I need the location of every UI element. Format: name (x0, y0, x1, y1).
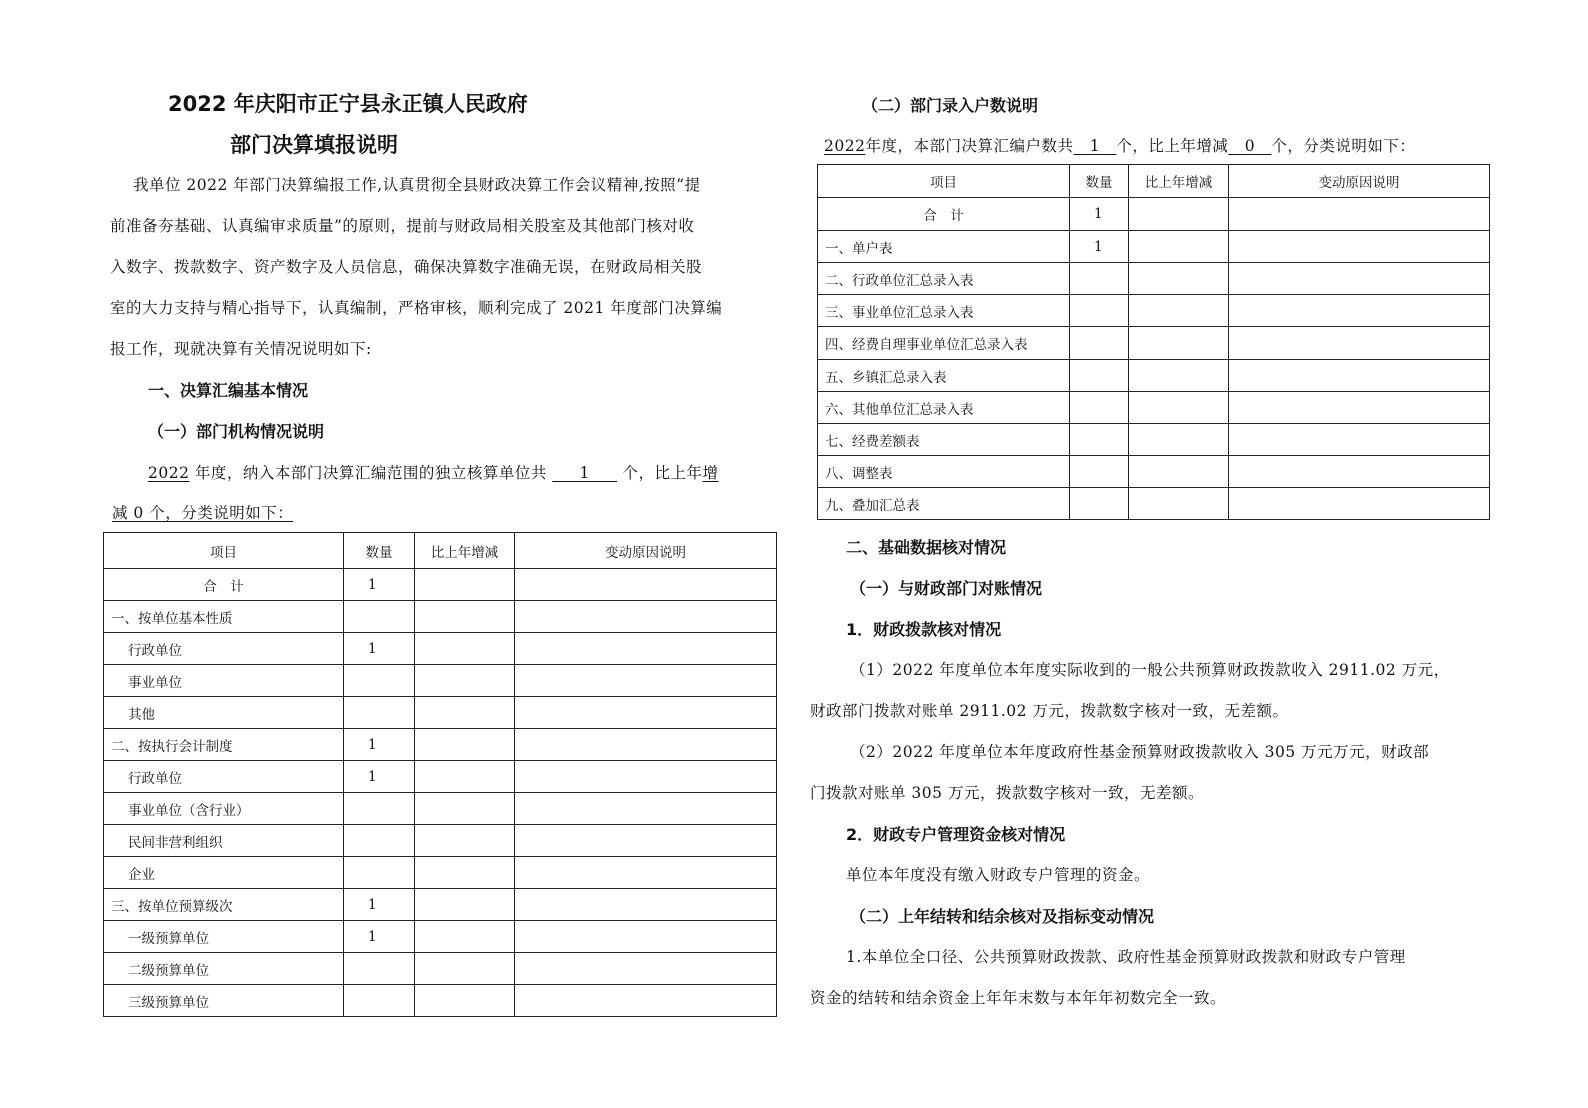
row-change (1129, 360, 1229, 392)
units-table (103, 532, 777, 1017)
table-row (818, 231, 1490, 263)
row-qty (1070, 424, 1129, 456)
row-qty (1070, 488, 1129, 520)
row-reason (515, 729, 777, 761)
row-qty (1070, 456, 1129, 488)
section2-heading: 二、基础数据核对情况 (846, 538, 1007, 557)
entries-change: 0 (1244, 137, 1256, 155)
table-row (104, 633, 777, 665)
row-qty: 1 (344, 889, 415, 921)
units-text-a: 年度，纳入本部门决算汇编范围的独立核算单位共 (194, 464, 547, 482)
row-label: 二、行政单位汇总录入表 (818, 263, 1070, 295)
intro-line: 我单位 2022 年部门决算编报工作,认真贯彻全县财政决算工作会议精神,按照“提 (133, 176, 701, 194)
row-change (1129, 456, 1229, 488)
row-change (1129, 295, 1229, 327)
entries-table (817, 164, 1490, 520)
row-reason (515, 857, 777, 889)
row-label: 七、经费差额表 (818, 424, 1070, 456)
row-qty (344, 825, 415, 857)
row-qty (1070, 327, 1129, 360)
p1-line1: （1）2022 年度单位本年度实际收到的一般公共预算财政拨款收入 2911.02 万元， (850, 661, 1450, 679)
intro-line: 报工作，现就决算有关情况说明如下: (110, 340, 372, 358)
row-reason (1229, 392, 1490, 424)
section2-sub1-heading: （一）与财政部门对账情况 (850, 579, 1043, 598)
row-change (415, 793, 515, 825)
table-row (818, 198, 1490, 231)
row-reason (1229, 360, 1490, 392)
row-reason (1229, 198, 1490, 231)
row-change (415, 601, 515, 633)
row-qty: 1 (344, 921, 415, 953)
table-row (104, 857, 777, 889)
table-row (104, 601, 777, 633)
row-reason (515, 569, 777, 601)
row-reason (515, 953, 777, 985)
row-reason (515, 889, 777, 921)
table-header-row (818, 165, 1490, 198)
row-label: 二、按执行会计制度 (104, 729, 344, 761)
row-change (415, 985, 515, 1017)
item2-heading: 2．财政专户管理资金核对情况 (846, 825, 1066, 844)
row-label: 四、经费自理事业单位汇总录入表 (818, 327, 1070, 360)
row-label: 五、乡镇汇总录入表 (818, 360, 1070, 392)
table-row (104, 921, 777, 953)
intro-line: 室的大力支持与精心指导下，认真编制，严格审核，顺利完成了 2021 年度部门决算编 (110, 299, 723, 317)
row-label: 八、调整表 (818, 456, 1070, 488)
table-row (818, 263, 1490, 295)
row-qty (344, 857, 415, 889)
entries-line (824, 134, 1415, 156)
table-row (104, 729, 777, 761)
row-change (415, 761, 515, 793)
entries-text-c: 个，分类说明如下： (1271, 137, 1416, 155)
row-qty (1070, 360, 1129, 392)
row-reason (515, 793, 777, 825)
row-qty: 1 (344, 729, 415, 761)
row-label: 其他 (104, 697, 344, 729)
entries-text-b: 个，比上年增减 (1116, 137, 1229, 155)
p2-line1: （2）2022 年度单位本年度政府性基金预算财政拨款收入 305 万元万元，财政部 (850, 743, 1430, 761)
row-label: 一、单户表 (818, 231, 1070, 263)
row-qty: 1 (1070, 231, 1129, 263)
table-row (818, 327, 1490, 360)
row-label: 九、叠加汇总表 (818, 488, 1070, 520)
row-qty (344, 793, 415, 825)
row-qty: 1 (344, 633, 415, 665)
table-header-row (104, 533, 777, 569)
row-change (1129, 231, 1229, 263)
units-text-c: 增 (702, 464, 719, 482)
row-change (1129, 488, 1229, 520)
row-label: 行政单位 (104, 761, 344, 793)
table-row (104, 953, 777, 985)
row-change (1129, 198, 1229, 231)
row-reason (515, 761, 777, 793)
column-header: 比上年增减 (1129, 165, 1229, 198)
entries-count: 1 (1089, 137, 1101, 155)
column-header: 数量 (344, 533, 415, 569)
entries-year: 2022 (824, 137, 866, 155)
row-label: 事业单位（含行业） (104, 793, 344, 825)
row-reason (515, 697, 777, 729)
p3: 单位本年度没有缴入财政专户管理的资金。 (846, 866, 1151, 884)
intro-line: 入数字、拨款数字、资产数字及人员信息，确保决算数字准确无误，在财政局相关股 (110, 258, 703, 276)
row-reason (515, 601, 777, 633)
row-label: 事业单位 (104, 665, 344, 697)
row-change (1129, 392, 1229, 424)
section1-sub2-heading: （二）部门录入户数说明 (862, 96, 1039, 115)
item1-heading: 1．财政拨款核对情况 (846, 620, 1002, 639)
section2-sub2-heading: （二）上年结转和结余核对及指标变动情况 (850, 907, 1155, 926)
row-label: 企业 (104, 857, 344, 889)
table-row (818, 392, 1490, 424)
row-reason (515, 985, 777, 1017)
row-change (415, 633, 515, 665)
table-row (104, 889, 777, 921)
section1-sub1-heading: （一）部门机构情况说明 (148, 422, 325, 441)
row-change (415, 825, 515, 857)
row-label: 一级预算单位 (104, 921, 344, 953)
row-label: 行政单位 (104, 633, 344, 665)
column-header: 数量 (1070, 165, 1129, 198)
row-label: 合 计 (104, 569, 344, 601)
column-header: 变动原因说明 (515, 533, 777, 569)
row-label: 三级预算单位 (104, 985, 344, 1017)
table-row (104, 985, 777, 1017)
row-reason (515, 921, 777, 953)
row-qty (344, 953, 415, 985)
row-reason (1229, 327, 1490, 360)
row-change (415, 953, 515, 985)
intro-line: 前准备夯基础、认真编审求质量”的原则，提前与财政局相关股室及其他部门核对收 (110, 217, 695, 235)
column-header: 比上年增减 (415, 533, 515, 569)
row-change (1129, 263, 1229, 295)
row-reason (1229, 488, 1490, 520)
row-reason (1229, 231, 1490, 263)
p2-line2: 门拨款对账单 305 万元，拨款数字核对一致，无差额。 (810, 784, 1204, 802)
row-qty (1070, 295, 1129, 327)
table-row (104, 793, 777, 825)
table-row (818, 295, 1490, 327)
row-change (415, 857, 515, 889)
row-reason (1229, 295, 1490, 327)
row-reason (1229, 456, 1490, 488)
table-row (104, 665, 777, 697)
row-qty: 1 (344, 761, 415, 793)
p4-line1: 1.本单位全口径、公共预算财政拨款、政府性基金预算财政拨款和财政专户管理 (846, 948, 1406, 966)
row-qty: 1 (344, 569, 415, 601)
units-line2: 减 0 个，分类说明如下： (112, 504, 294, 522)
row-label: 民间非营利组织 (104, 825, 344, 857)
p1-line2: 财政部门拨款对账单 2911.02 万元，拨款数字核对一致，无差额。 (810, 702, 1289, 720)
row-qty (1070, 392, 1129, 424)
units-text-b: 个，比上年 (622, 464, 703, 482)
p4-line2: 资金的结转和结余资金上年年末数与本年年初数完全一致。 (810, 989, 1227, 1007)
table-row (104, 697, 777, 729)
row-reason (515, 665, 777, 697)
row-label: 六、其他单位汇总录入表 (818, 392, 1070, 424)
table-row (104, 761, 777, 793)
row-reason (515, 633, 777, 665)
table-row (104, 825, 777, 857)
table-row (818, 456, 1490, 488)
table-row (818, 360, 1490, 392)
row-label: 二级预算单位 (104, 953, 344, 985)
row-label: 合 计 (818, 198, 1070, 231)
row-change (1129, 327, 1229, 360)
page-title-line1: 2022 年庆阳市正宁县永正镇人民政府 (168, 92, 528, 116)
table-row (818, 424, 1490, 456)
table-row (818, 488, 1490, 520)
row-reason (1229, 263, 1490, 295)
units-count: 1 (579, 464, 590, 482)
row-change (415, 729, 515, 761)
row-change (415, 921, 515, 953)
page-title-line2: 部门决算填报说明 (230, 133, 398, 157)
row-qty (344, 601, 415, 633)
row-change (415, 569, 515, 601)
column-header: 项目 (818, 165, 1070, 198)
row-label: 一、按单位基本性质 (104, 601, 344, 633)
table-row (104, 569, 777, 601)
row-qty: 1 (1070, 198, 1129, 231)
row-qty (344, 665, 415, 697)
column-header: 变动原因说明 (1229, 165, 1490, 198)
row-label: 三、按单位预算级次 (104, 889, 344, 921)
units-line1 (148, 461, 718, 483)
row-change (1129, 424, 1229, 456)
units-year: 2022 (148, 464, 190, 482)
row-qty (344, 697, 415, 729)
row-label: 三、事业单位汇总录入表 (818, 295, 1070, 327)
row-qty (1070, 263, 1129, 295)
row-change (415, 889, 515, 921)
row-reason (1229, 424, 1490, 456)
row-change (415, 697, 515, 729)
row-qty (344, 985, 415, 1017)
entries-text-a: 年度，本部门决算汇编户数共 (865, 137, 1074, 155)
section1-heading: 一、决算汇编基本情况 (148, 381, 309, 400)
column-header: 项目 (104, 533, 344, 569)
row-change (415, 665, 515, 697)
row-reason (515, 825, 777, 857)
